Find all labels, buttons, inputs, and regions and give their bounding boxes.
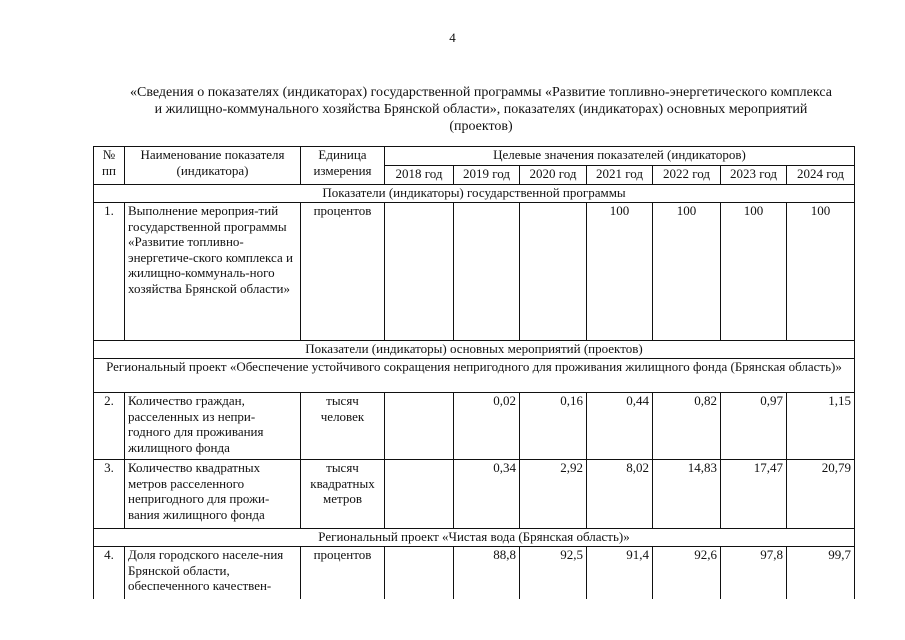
header-year: 2023 год — [721, 166, 787, 185]
header-name: Наименование показателя (индикатора) — [125, 147, 301, 185]
row-unit: тысяч человек — [301, 393, 385, 460]
header-unit: Единица измерения — [301, 147, 385, 185]
row-value: 92,5 — [520, 547, 587, 599]
row-num: 4. — [94, 547, 125, 599]
row-value — [520, 203, 587, 341]
table-row — [94, 203, 855, 341]
title-line: (проектов) — [449, 119, 513, 134]
section-measures-indicators: Показатели (индикаторы) основных мероприятий (проектов) — [94, 341, 855, 359]
row-value: 14,83 — [653, 460, 721, 529]
row-value: 2,92 — [520, 460, 587, 529]
row-value: 100 — [653, 203, 721, 341]
header-year: 2020 год — [520, 166, 587, 185]
row-name: Выполнение мероприя-тий государственной программы «Развитие топливно-энергетиче-ского комплекса и жилищно-коммуналь-ного хозяйства Брянской области» — [125, 203, 301, 341]
page-number: 4 — [449, 30, 456, 45]
row-value — [385, 393, 454, 460]
header-year: 2021 год — [587, 166, 653, 185]
indicators-table — [93, 146, 855, 599]
row-value: 0,02 — [454, 393, 520, 460]
row-num: 1. — [94, 203, 125, 341]
header-year: 2024 год — [787, 166, 855, 185]
row-unit: процентов — [301, 203, 385, 341]
row-value: 17,47 — [721, 460, 787, 529]
row-value: 97,8 — [721, 547, 787, 599]
header-year: 2019 год — [454, 166, 520, 185]
row-value: 100 — [587, 203, 653, 341]
row-value: 99,7 — [787, 547, 855, 599]
row-value — [385, 547, 454, 599]
row-value: 92,6 — [653, 547, 721, 599]
row-num: 2. — [94, 393, 125, 460]
row-value — [385, 203, 454, 341]
header-year: 2022 год — [653, 166, 721, 185]
row-name: Количество квадратных метров расселенного непригодного для прожи-вания жилищного фонда — [125, 460, 301, 529]
row-name: Доля городского населе-ния Брянской области, обеспеченного качествен- — [125, 547, 301, 599]
table-row — [94, 460, 855, 529]
row-value: 0,82 — [653, 393, 721, 460]
row-unit: тысяч квадратных метров — [301, 460, 385, 529]
regional-project-clean-water: Региональный проект «Чистая вода (Брянская область)» — [94, 529, 855, 547]
title-line: «Сведения о показателях (индикаторах) государственной программы «Развитие топливно-энергетического комплекса — [130, 85, 832, 100]
row-value: 91,4 — [587, 547, 653, 599]
header-targets: Целевые значения показателей (индикаторов) — [385, 147, 855, 166]
row-unit: процентов — [301, 547, 385, 599]
regional-project-housing: Региональный проект «Обеспечение устойчивого сокращения непригодного для проживания жилищного фонда (Брянская область)» — [94, 359, 855, 393]
row-value: 100 — [721, 203, 787, 341]
header-year: 2018 год — [385, 166, 454, 185]
table-row — [94, 547, 855, 599]
row-value: 20,79 — [787, 460, 855, 529]
row-name: Количество граждан, расселенных из непри-годного для проживания жилищного фонда — [125, 393, 301, 460]
row-value: 0,44 — [587, 393, 653, 460]
row-value: 88,8 — [454, 547, 520, 599]
title-line: и жилищно-коммунального хозяйства Брянской области», показателях (индикаторах) основных мероприятий — [154, 102, 808, 117]
row-value: 1,15 — [787, 393, 855, 460]
row-value — [385, 460, 454, 529]
row-value: 8,02 — [587, 460, 653, 529]
row-num: 3. — [94, 460, 125, 529]
table-row — [94, 393, 855, 460]
row-value — [454, 203, 520, 341]
row-value: 100 — [787, 203, 855, 341]
section-program-indicators: Показатели (индикаторы) государственной программы — [94, 185, 855, 203]
document-title — [92, 84, 870, 135]
row-value: 0,97 — [721, 393, 787, 460]
row-value: 0,16 — [520, 393, 587, 460]
row-value: 0,34 — [454, 460, 520, 529]
header-num: № пп — [94, 147, 125, 185]
